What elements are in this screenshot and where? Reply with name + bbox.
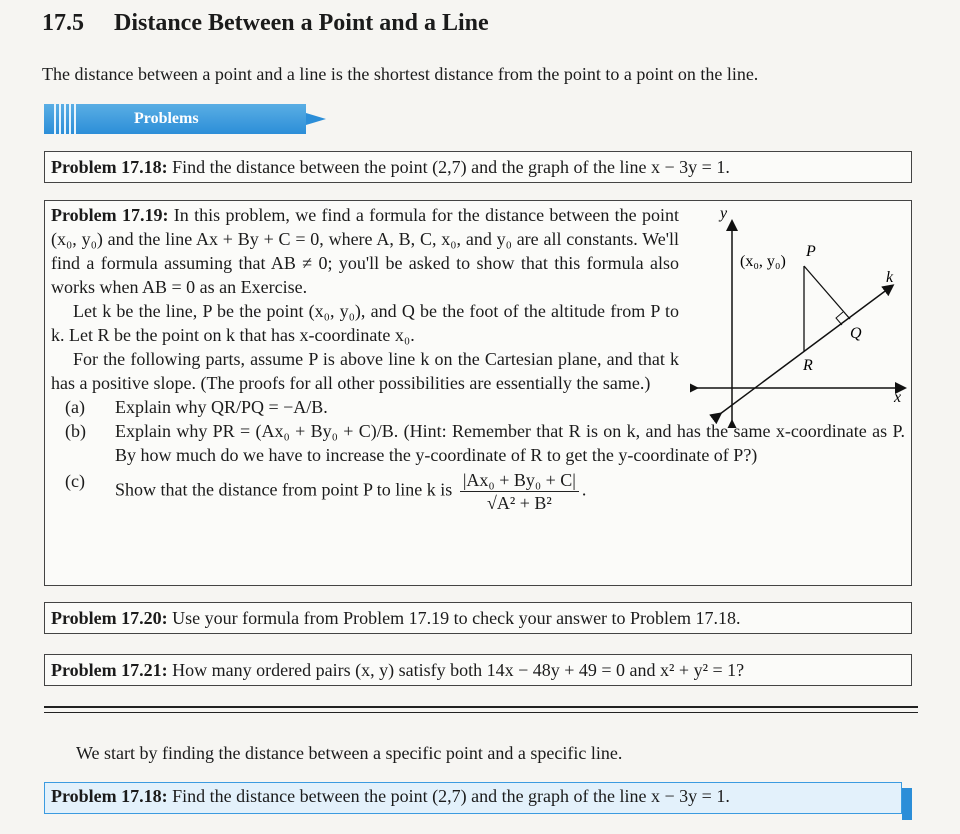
y-axis-label: y [720, 205, 728, 222]
banner-stripes [54, 104, 76, 134]
banner-arrow-icon [306, 113, 326, 125]
solution-box-edge [902, 788, 912, 820]
problems-banner [44, 104, 326, 134]
point-p-coordinates: (x₀, y₀) [740, 253, 786, 270]
problem-text: How many ordered pairs (x, y) satisfy both 14x − 48y + 49 = 0 and x² + y² = 1? [172, 660, 745, 680]
problem-17-20-box [44, 602, 912, 634]
part-c-text: Show that the distance from point P to line k is [115, 479, 453, 500]
solution-problem-box [44, 782, 902, 814]
part-a-text: Explain why QR/PQ = −A/B. [115, 397, 328, 417]
part-c-label: (c) [65, 471, 85, 491]
part-b-text: Explain why PR = (Ax₀ + By₀ + C)/B. (Hint: Remember that R is on k, and has the same x-coordinate as P. By how much do we have to increase the y-coordinate of R to get the y-coordinate of P?) [115, 421, 905, 465]
part-a-label: (a) [65, 397, 85, 417]
divider-thick [44, 706, 918, 708]
x-axis-label: x [894, 389, 902, 406]
problem-label: Problem 17.21: [51, 660, 168, 680]
section-title: Distance Between a Point and a Line [114, 10, 489, 36]
problem-17-18-box [44, 151, 912, 183]
point-r-label: R [803, 357, 813, 374]
problem-label: Problem 17.18: [51, 786, 168, 806]
section-heading [42, 10, 489, 37]
problem-text: Find the distance between the point (2,7) and the graph of the line x − 3y = 1. [172, 157, 730, 177]
part-c-body [115, 469, 905, 514]
section-number: 17.5 [42, 10, 84, 36]
solution-intro: We start by finding the distance between a specific point and a specific line. [76, 743, 623, 763]
intro-text: The distance between a point and a line is the shortest distance from the point to a point on the line. [42, 64, 759, 84]
banner-label: Problems [134, 110, 199, 127]
line-k-label: k [886, 269, 894, 286]
formula-denominator: √A² + B² [486, 493, 552, 513]
line-k [720, 286, 892, 414]
formula-period: . [581, 479, 587, 500]
segment-pq [804, 266, 850, 319]
part-b-label: (b) [65, 421, 86, 441]
problem-19-para3: For the following parts, assume P is above line k on the Cartesian plane, and that k has a positive slope. (The proofs for all other possibilities are essentially the same.) [51, 349, 679, 393]
problem-text: Find the distance between the point (2,7) and the graph of the line x − 3y = 1. [172, 786, 730, 806]
part-c [51, 469, 905, 514]
distance-formula [460, 469, 579, 514]
point-p-label: P [806, 243, 816, 260]
formula-numerator: |Ax₀ + By₀ + C| [460, 469, 579, 492]
problem-17-21-box [44, 654, 912, 686]
point-line-diagram [690, 202, 914, 428]
divider-thin [44, 712, 918, 713]
problem-19-intro: In this problem, we find a formula for the distance between the point (x₀, y₀) and the line Ax + By + C = 0, where A, B, C, x₀, and y₀ are all constants. We'll find a formula assuming that AB ≠ 0; you'll be asked to show that this formula also works when AB = 0 as an Exercise. [51, 205, 679, 297]
problem-19-para2: Let k be the line, P be the point (x₀, y₀), and Q be the foot of the altitude from P to k. Let R be the point on k that has x-coordinate x₀. [51, 301, 679, 345]
problem-label: Problem 17.18: [51, 157, 168, 177]
problem-label: Problem 17.19: [51, 205, 169, 225]
problem-19-left-column [51, 203, 679, 395]
problem-text: Use your formula from Problem 17.19 to check your answer to Problem 17.18. [172, 608, 741, 628]
point-q-label: Q [850, 325, 862, 342]
problem-label: Problem 17.20: [51, 608, 168, 628]
